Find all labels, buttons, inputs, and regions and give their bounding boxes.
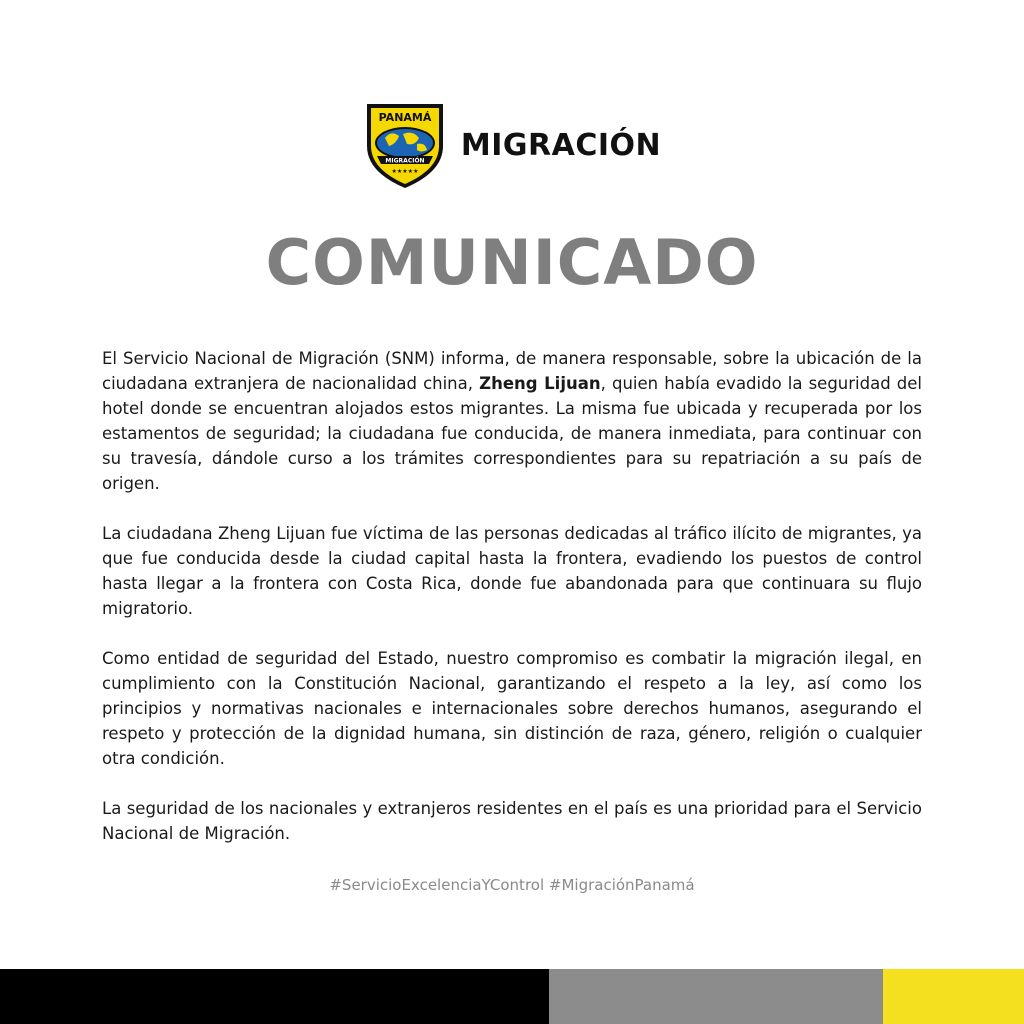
paragraph-4: La seguridad de los nacionales y extranjeros residentes en el país es una prioridad para el Servicio Nacional de Migración. [102,799,922,843]
logo-stars: ★★★★★ [391,168,419,175]
header [0,100,1024,190]
shield-icon [363,100,447,190]
logo-top-text: PANAMÁ [378,111,432,124]
communique-body [102,346,922,871]
paragraph-3: Como entidad de seguridad del Estado, nuestro compromiso es combatir la migración ilegal, en cumplimiento con la Constitución Nacional, garantizando el respeto a la ley, así como los principios y normativas nacionales e internacionales sobre derechos humanos, asegurando el respeto y protección de la dignidad humana, sin distinción de raza, género, religión o cualquier otra condición. [102,649,922,768]
paragraph-1-end: , quien había evadido la seguridad del hotel donde se encuentran alojados estos migrantes. La misma fue ubicada y recuperada por los estamentos de seguridad; la ciudadana fue conducida, de manera inmediata, para continuar con su travesía, dándole curso a los trámites correspondientes para su repatriación a su país de origen. [102,374,922,493]
paragraph-1-start: El Servicio Nacional de Migración (SNM) informa, de manera responsable, sobre la ubicación de la ciudadana extranjera de nacionalidad china, [102,349,922,393]
brand-name: MIGRACIÓN [460,127,662,163]
footer-bar-yellow [883,969,1024,1024]
person-name: Zheng Lijuan [479,374,601,393]
logo-ribbon-text: MIGRACIÓN [385,157,425,165]
page-title: COMUNICADO [265,226,759,299]
footer-color-bar [0,969,1024,1024]
paragraph-2: La ciudadana Zheng Lijuan fue víctima de las personas dedicadas al tráfico ilícito de migrantes, ya que fue conducida desde la ciudad capital hasta la frontera, evadiendo los puestos de control hasta llegar a la frontera con Costa Rica, donde fue abandonada para que continuara su flujo migratorio. [102,524,922,618]
paragraph-1 [102,346,922,496]
footer-bar-black [0,969,549,1024]
footer-bar-gray [549,969,883,1024]
hashtags: #ServicioExcelenciaYControl #MigraciónPanamá [329,876,695,894]
migracion-shield-logo [363,100,447,190]
globe-icon [377,129,433,157]
